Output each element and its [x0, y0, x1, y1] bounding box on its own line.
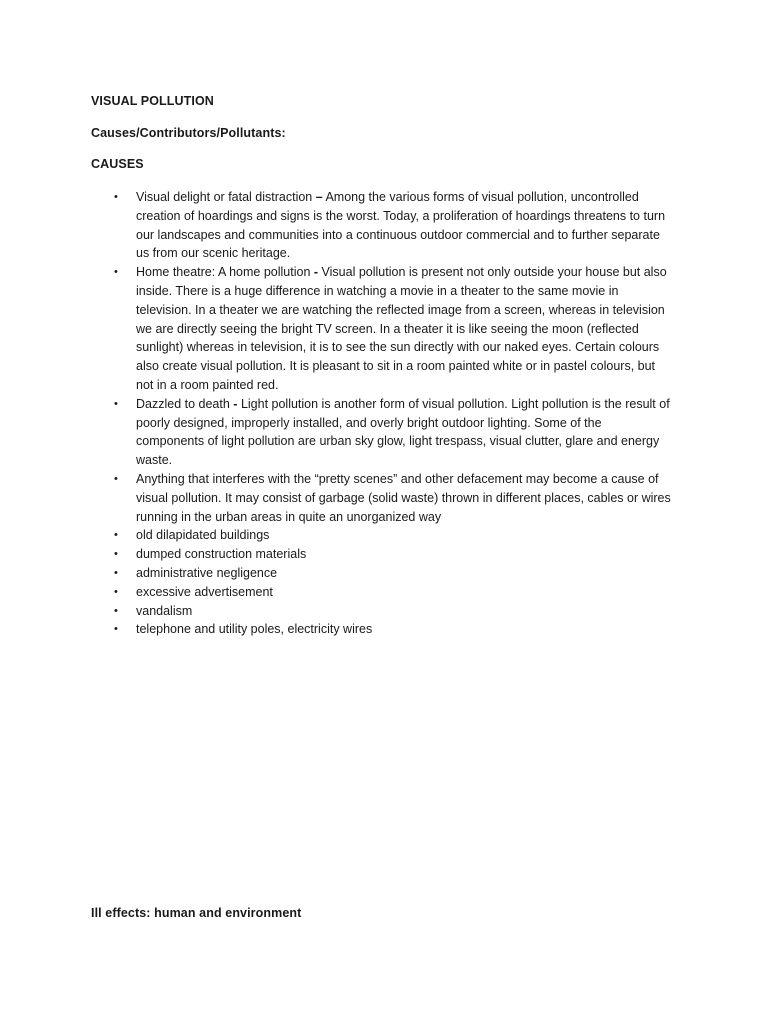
- cause-list-item: [0, 583, 672, 602]
- cause-body-text: Anything that interferes with the “pretty scenes” and other defacement may become a cause of visual pollution. It may consist of garbage (solid waste) thrown in different places, cables or wires running in the urban areas in quite an unorganized way: [136, 471, 671, 524]
- section-subtitle: Causes/Contributors/Pollutants:: [91, 126, 286, 140]
- cause-lead-text: Dazzled to death: [136, 396, 234, 411]
- cause-list-item: [0, 263, 672, 395]
- cause-separator: -: [313, 265, 319, 280]
- cause-list-item: [0, 188, 672, 263]
- bullet-icon: •: [114, 472, 118, 485]
- cause-list-item: [0, 602, 672, 621]
- causes-list: [0, 188, 768, 639]
- bullet-icon: •: [114, 548, 118, 561]
- cause-list-item: [0, 395, 672, 470]
- cause-separator: -: [233, 396, 238, 411]
- bullet-icon: •: [114, 585, 118, 598]
- bullet-icon: •: [114, 397, 118, 410]
- cause-body-text: vandalism: [136, 603, 193, 618]
- document-title: VISUAL POLLUTION: [91, 94, 214, 108]
- cause-body-text: administrative negligence: [136, 565, 278, 580]
- cause-body-text: excessive advertisement: [136, 584, 273, 599]
- cause-body-text: Among the various forms of visual pollution, uncontrolled creation of hoardings and signs is the worst. Today, a proliferation of hoardings threatens to turn our landscapes and communities into a continuous outdoor commercial and to further separate us from our scenic heritage.: [136, 190, 666, 261]
- bullet-icon: •: [114, 604, 118, 617]
- cause-list-item: [0, 526, 672, 545]
- cause-body-text: Visual pollution is present not only outside your house but also inside. There is a huge difference in watching a movie in a theater to the same movie in television. In a theater we are watching the reflected image from a screen, whereas in television we are directly seeing the bright TV screen. In a theater it is like seeing the moon (reflected sunlight) whereas in television, it is to see the sun directly with our naked eyes. Certain colours also create visual pollution. It is pleasant to sit in a room painted white or in pastel colours, but not in a room painted red.: [136, 265, 667, 392]
- bullet-icon: •: [114, 191, 118, 203]
- cause-list-item: [0, 470, 672, 526]
- cause-lead-text: Home theatre: A home pollution: [136, 265, 314, 280]
- bullet-icon: •: [114, 623, 118, 636]
- cause-lead-text: Visual delight or fatal distraction: [136, 190, 316, 204]
- cause-list-item: [0, 564, 672, 583]
- bullet-icon: •: [114, 529, 118, 542]
- cause-list-item: [0, 620, 672, 639]
- cause-body-text: old dilapidated buildings: [136, 528, 270, 543]
- cause-body-text: dumped construction materials: [136, 547, 307, 562]
- bullet-icon: •: [114, 566, 118, 579]
- effects-heading: Ill effects: human and environment: [91, 906, 302, 920]
- causes-heading: CAUSES: [91, 157, 144, 171]
- bullet-icon: •: [114, 266, 118, 279]
- cause-separator: –: [315, 190, 323, 204]
- cause-body-text: Light pollution is another form of visual pollution. Light pollution is the result of poorly designed, improperly installed, and overly bright outdoor lighting. Some of the components of light pollution are urban sky glow, light trespass, visual clutter, glare and energy waste.: [136, 396, 670, 468]
- cause-list-item: [0, 545, 672, 564]
- cause-body-text: telephone and utility poles, electricity wires: [136, 622, 373, 637]
